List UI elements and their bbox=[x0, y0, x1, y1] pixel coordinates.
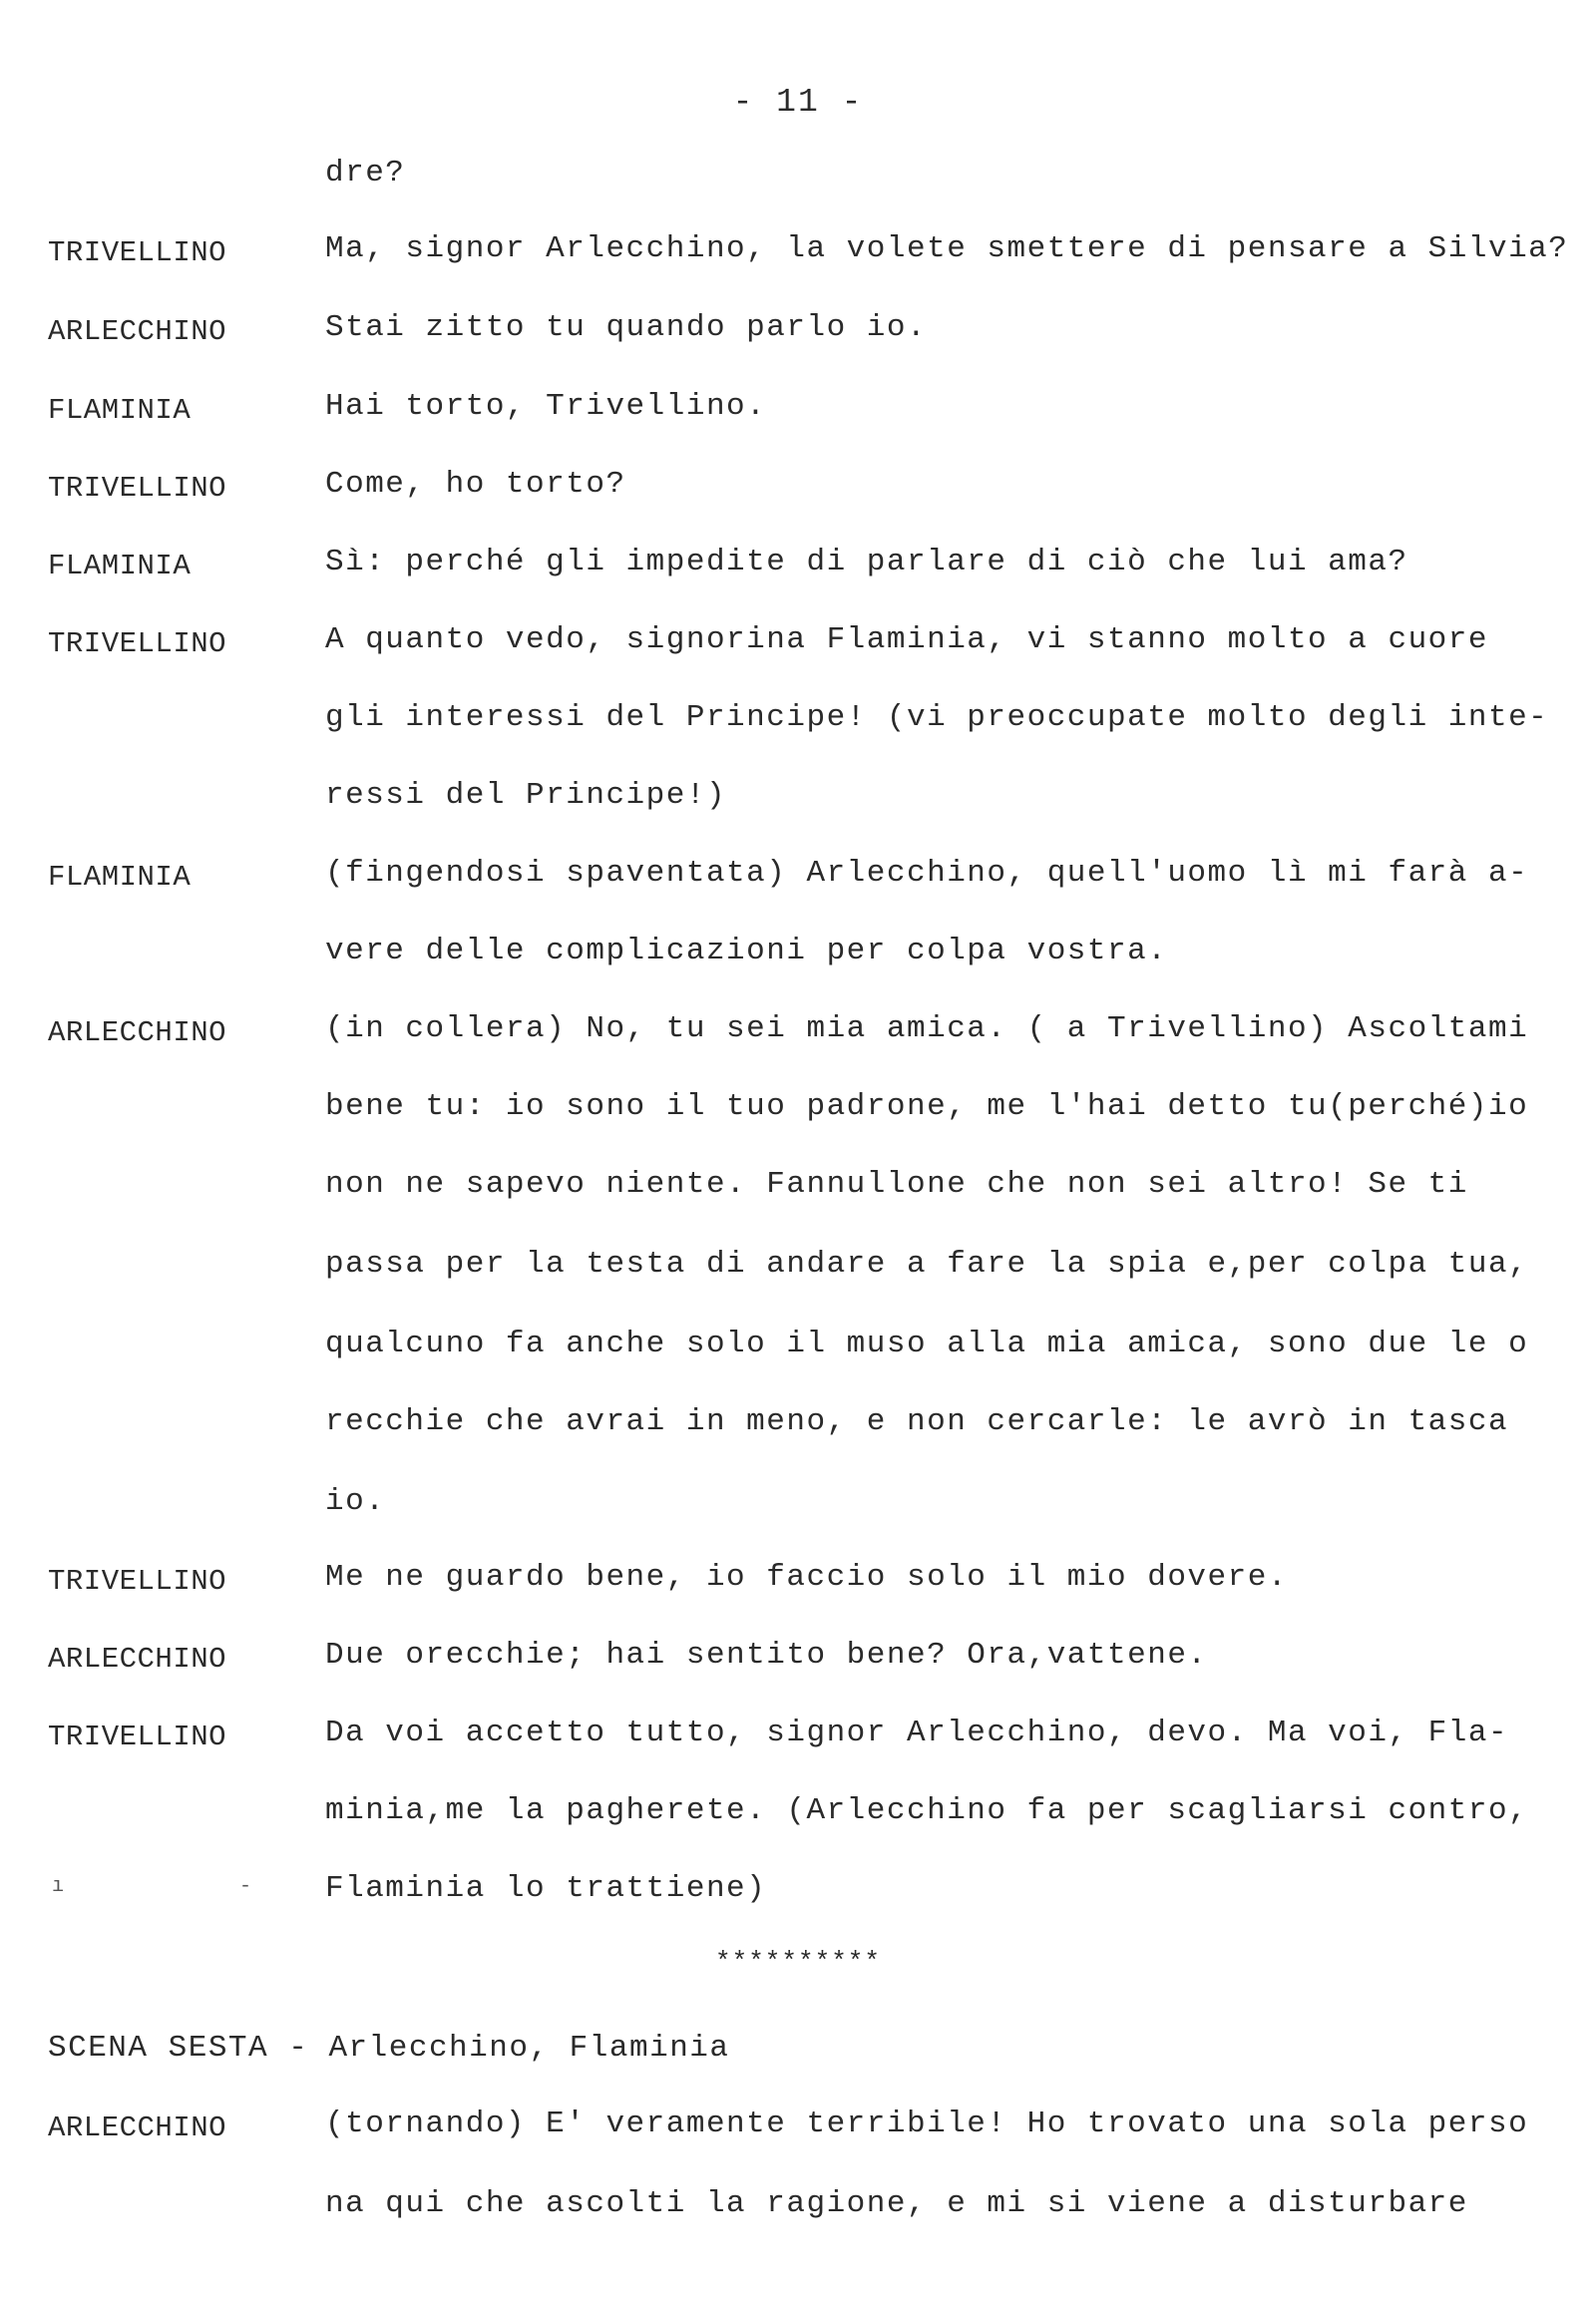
dialogue-text: ressi del Principe!) bbox=[325, 778, 727, 813]
stray-mark: - bbox=[239, 1875, 252, 1898]
dialogue-text: bene tu: io sono il tuo padrone, me l'hai detto tu(perché)io bbox=[325, 1089, 1529, 1124]
dialogue-text: Stai zitto tu quando parlo io. bbox=[325, 310, 928, 345]
dialogue-text: non ne sapevo niente. Fannullone che non sei altro! Se ti bbox=[325, 1167, 1468, 1202]
dialogue-text: Come, ho torto? bbox=[325, 467, 626, 502]
dialogue-text: Da voi accetto tutto, signor Arlecchino, devo. Ma voi, Fla- bbox=[325, 1716, 1509, 1750]
dialogue-text: (tornando) E' veramente terribile! Ho trovato una sola perso bbox=[325, 2106, 1529, 2141]
scene-heading: SCENA SESTA - Arlecchino, Flaminia bbox=[48, 2031, 730, 2066]
dialogue-text: Sì: perché gli impedite di parlare di ciò che lui ama? bbox=[325, 545, 1408, 579]
speaker-name: TRIVELLINO bbox=[48, 1721, 227, 1753]
dialogue-text: A quanto vedo, signorina Flaminia, vi stanno molto a cuore bbox=[325, 622, 1488, 657]
speaker-name: TRIVELLINO bbox=[48, 627, 227, 660]
dialogue-text: passa per la testa di andare a fare la spia e,per colpa tua, bbox=[325, 1247, 1529, 1282]
dialogue-text: Hai torto, Trivellino. bbox=[325, 389, 767, 424]
dialogue-text: vere delle complicazioni per colpa vostra. bbox=[325, 934, 1168, 968]
dialogue-text: qualcuno fa anche solo il muso alla mia amica, sono due le o bbox=[325, 1327, 1529, 1361]
page-number: - 11 - bbox=[732, 84, 864, 121]
speaker-name: TRIVELLINO bbox=[48, 472, 227, 505]
dialogue-text: Due orecchie; hai sentito bene? Ora,vattene. bbox=[325, 1638, 1208, 1673]
dialogue-text: dre? bbox=[325, 156, 406, 191]
speaker-name: ARLECCHINO bbox=[48, 315, 227, 348]
dialogue-text: na qui che ascolti la ragione, e mi si viene a disturbare bbox=[325, 2186, 1468, 2221]
speaker-name: FLAMINIA bbox=[48, 861, 192, 894]
speaker-name: FLAMINIA bbox=[48, 394, 192, 427]
dialogue-text: recchie che avrai in meno, e non cercarle: le avrò in tasca bbox=[325, 1404, 1509, 1439]
scene-separator: ********** bbox=[714, 1947, 882, 1977]
dialogue-text: Ma, signor Arlecchino, la volete smettere di pensare a Silvia? bbox=[325, 231, 1569, 266]
dialogue-text: Flaminia lo trattiene) bbox=[325, 1871, 767, 1906]
dialogue-text: (fingendosi spaventata) Arlecchino, quell'uomo lì mi farà a- bbox=[325, 856, 1529, 891]
dialogue-text: gli interessi del Principe! (vi preoccupate molto degli inte- bbox=[325, 700, 1549, 735]
dialogue-text: (in collera) No, tu sei mia amica. ( a Trivellino) Ascoltami bbox=[325, 1011, 1529, 1046]
speaker-name: FLAMINIA bbox=[48, 550, 192, 582]
speaker-name: ARLECCHINO bbox=[48, 2111, 227, 2144]
speaker-name: TRIVELLINO bbox=[48, 236, 227, 269]
stray-mark: ı bbox=[52, 1875, 65, 1898]
speaker-name: TRIVELLINO bbox=[48, 1565, 227, 1598]
speaker-name: ARLECCHINO bbox=[48, 1643, 227, 1676]
dialogue-text: io. bbox=[325, 1484, 386, 1519]
speaker-name: ARLECCHINO bbox=[48, 1016, 227, 1049]
dialogue-text: Me ne guardo bene, io faccio solo il mio dovere. bbox=[325, 1560, 1288, 1595]
dialogue-text: minia,me la pagherete. (Arlecchino fa per scagliarsi contro, bbox=[325, 1793, 1529, 1828]
